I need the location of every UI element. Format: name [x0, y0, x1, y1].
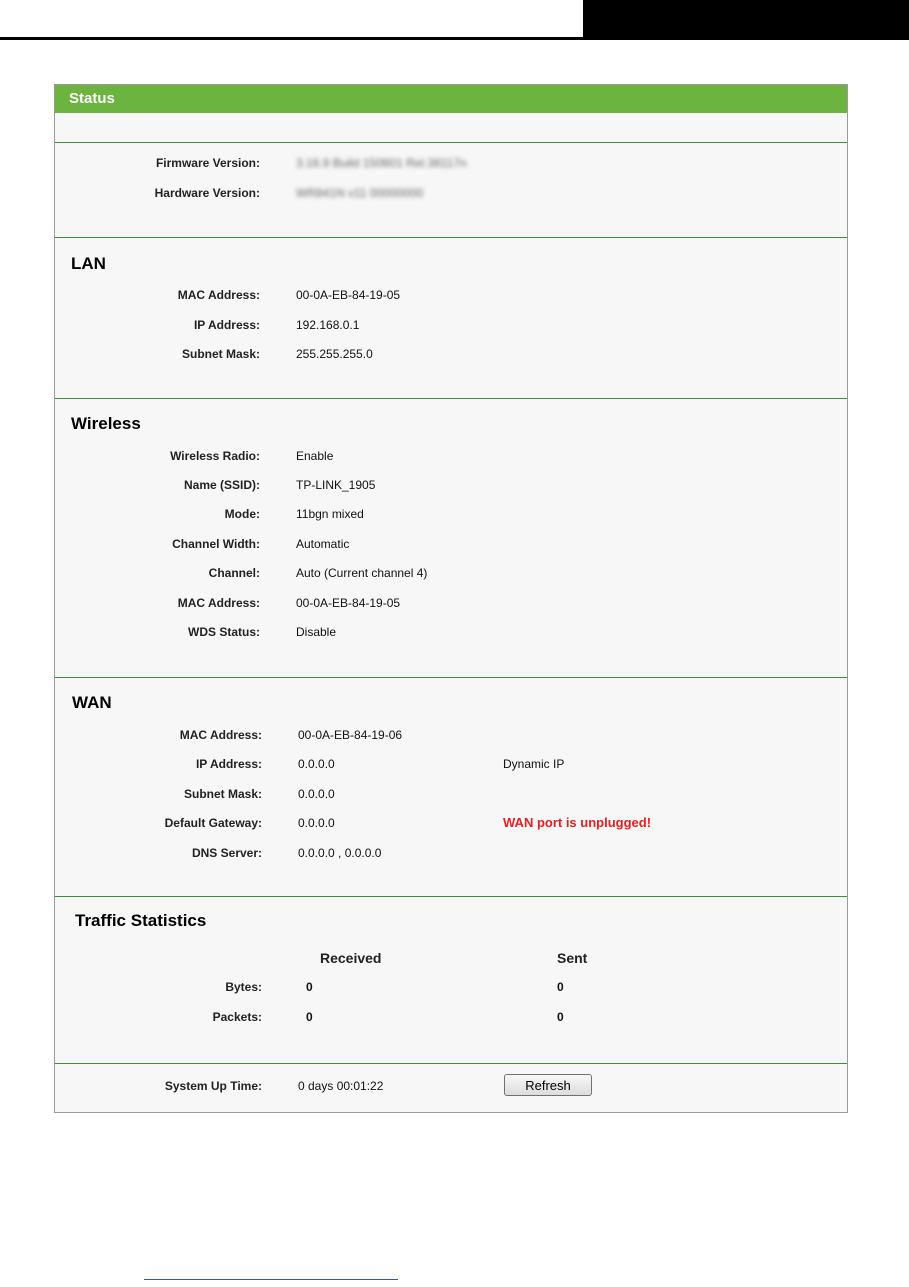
wan-mask-value: 0.0.0.0	[298, 787, 335, 801]
wds-status-label: WDS Status:	[188, 625, 260, 639]
lan-mac-value: 00-0A-EB-84-19-05	[296, 288, 401, 302]
wireless-mode-label: Mode:	[224, 507, 260, 521]
bytes-received-value: 0	[306, 980, 313, 994]
lan-ip-label: IP Address:	[193, 318, 260, 332]
wan-ip-label: IP Address:	[195, 757, 262, 771]
traffic-section-title: Traffic Statistics	[75, 911, 207, 930]
wireless-radio-value: Enable	[296, 449, 334, 463]
document-header-rule	[0, 37, 585, 40]
ssid-label: Name (SSID):	[183, 478, 260, 492]
wds-status-value: Disable	[296, 625, 337, 639]
dns-server-label: DNS Server:	[191, 846, 262, 860]
ssid-value: TP-LINK_1905	[296, 478, 376, 492]
lan-mac-label: MAC Address:	[177, 288, 260, 302]
packets-received-value: 0	[306, 1010, 313, 1024]
default-gateway-value: 0.0.0.0	[298, 816, 335, 830]
wan-mask-label: Subnet Mask:	[183, 787, 262, 801]
system-uptime-label: System Up Time:	[164, 1079, 262, 1093]
wan-mac-value: 00-0A-EB-84-19-06	[298, 728, 403, 742]
wan-mac-label: MAC Address:	[179, 728, 262, 742]
wireless-mac-label: MAC Address:	[177, 596, 260, 610]
hardware-version-value: WR841N v11 00000000	[296, 186, 424, 200]
system-uptime-value: 0 days 00:01:22	[298, 1079, 384, 1093]
section-divider	[55, 1063, 847, 1064]
lan-mask-value: 255.255.255.0	[296, 347, 373, 361]
footer-link-underline[interactable]	[144, 1279, 398, 1280]
bytes-label: Bytes:	[225, 980, 262, 994]
firmware-version-label: Firmware Version:	[155, 156, 260, 170]
section-divider	[55, 677, 847, 678]
default-gateway-label: Default Gateway:	[164, 816, 262, 830]
panel-title: Status	[55, 85, 847, 113]
wan-connection-type: Dynamic IP	[503, 757, 565, 771]
section-divider	[55, 398, 847, 399]
sent-column-header: Sent	[557, 950, 588, 966]
wan-unplugged-warning: WAN port is unplugged!	[503, 815, 652, 830]
firmware-version-value: 3.16.9 Build 150601 Rel.38117n	[296, 156, 467, 170]
packets-label: Packets:	[212, 1010, 262, 1024]
section-divider	[55, 142, 847, 143]
section-divider	[55, 237, 847, 238]
channel-width-label: Channel Width:	[172, 537, 260, 551]
refresh-button[interactable]: Refresh	[504, 1074, 592, 1096]
channel-width-value: Automatic	[296, 537, 350, 551]
wireless-mac-value: 00-0A-EB-84-19-05	[296, 596, 401, 610]
wireless-mode-value: 11bgn mixed	[296, 507, 364, 521]
document-header-block	[583, 0, 909, 40]
received-column-header: Received	[320, 950, 382, 966]
section-divider	[55, 896, 847, 897]
status-panel	[54, 84, 848, 1113]
lan-ip-value: 192.168.0.1	[296, 318, 360, 332]
bytes-sent-value: 0	[557, 980, 564, 994]
wan-section-title: WAN	[72, 693, 112, 712]
lan-mask-label: Subnet Mask:	[181, 347, 260, 361]
wan-ip-value: 0.0.0.0	[298, 757, 335, 771]
channel-value: Auto (Current channel 4)	[296, 566, 428, 580]
packets-sent-value: 0	[557, 1010, 564, 1024]
wireless-radio-label: Wireless Radio:	[170, 449, 260, 463]
hardware-version-label: Hardware Version:	[154, 186, 260, 200]
channel-label: Channel:	[208, 566, 260, 580]
wireless-section-title: Wireless	[71, 414, 141, 433]
dns-server-value: 0.0.0.0 , 0.0.0.0	[298, 846, 382, 860]
lan-section-title: LAN	[71, 254, 106, 273]
